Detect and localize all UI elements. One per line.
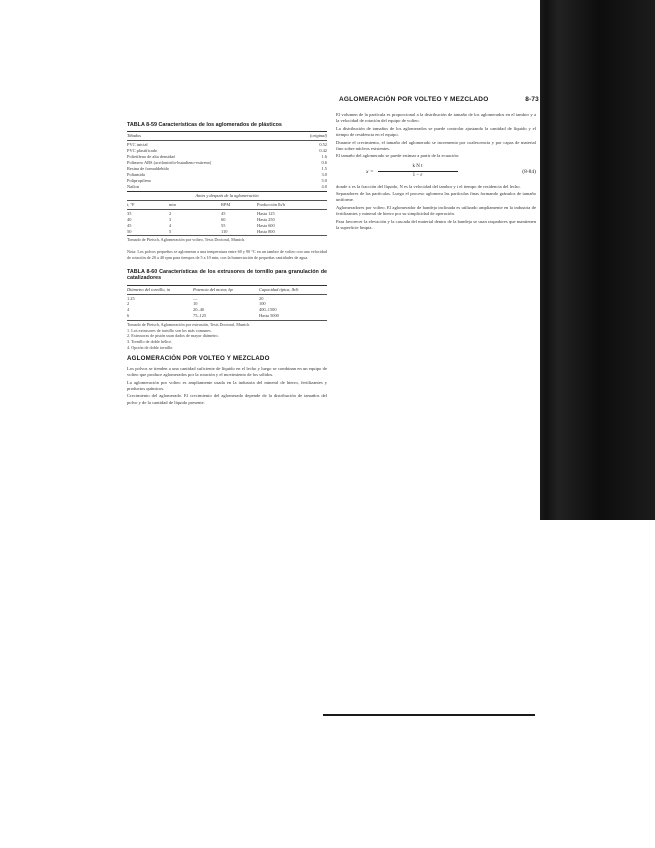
grid-cell: 35 (127, 211, 132, 217)
grid-cell: 110 (221, 228, 228, 234)
cell-label: Resina de formaldehído (127, 166, 169, 172)
cell-label: Polietileno de alta densidad (127, 154, 176, 160)
grid-header-cell: Diámetro del tornillo, in (127, 286, 171, 292)
grid-cell: Hasta 600 (257, 222, 275, 228)
bottom-rule (323, 714, 535, 716)
table-rule (127, 200, 327, 201)
grid-cell: 4 (169, 222, 172, 228)
body-paragraph: Los polvos se tienden a una cantidad suficiente de líquido en el lecho y luego se combinan en un equipo de volteo que produce aglomerados por la rotación y el movimiento de los sólidos. (127, 365, 327, 378)
grid-header-cell: Capacidad típica, lb/h (259, 286, 299, 292)
grid-cell: 50 (127, 228, 132, 234)
fraction-bar (378, 171, 458, 172)
equation-lhs: x = (366, 168, 374, 175)
table-row (127, 313, 327, 319)
grid-cell: 2 (127, 301, 130, 307)
table-row (127, 184, 327, 190)
table-59-footnote: Tomado de Pietsch, Aglomeración por volteo, Tesis Doctoral, Munich. (127, 237, 246, 243)
grid-cell: 6 (127, 312, 130, 318)
grid-cell: 400–1500 (259, 307, 277, 313)
grid-header-cell: Producción lb/h (257, 202, 285, 208)
right-column (336, 112, 536, 233)
grid-cell: 75–125 (193, 312, 207, 318)
table-rule (127, 209, 327, 210)
grid-header-cell: Potencia del motor, hp (193, 286, 233, 292)
body-paragraph: La distribución de tamaños de los aglomerados se puede controlar ajustando la cantidad de líquido y el tiempo de residencia en el equipo. (336, 125, 536, 138)
cell-value: 0.42 (319, 148, 327, 154)
body-paragraph: Crecimiento del aglomerado. El crecimiento del aglomerado depende de la distribución de tamaños del polvo y de la cantidad de líquido presente. (127, 393, 327, 405)
table-60-note: 2. Extrusoras de pistón usan dados de mayor diámetro. (127, 333, 219, 339)
cell-value: 5.0 (321, 178, 327, 184)
grid-cell: 4 (127, 307, 130, 313)
table-59-col-right: (original) (309, 133, 327, 139)
equation (366, 164, 536, 180)
table-59-col-left: Tiñados (127, 133, 141, 139)
cell-value: 3.0 (321, 172, 327, 178)
cell-value: 4.0 (321, 184, 327, 190)
grid-cell: 5 (169, 228, 172, 234)
equation-denominator: 1 − ε (412, 173, 423, 179)
grid-cell: 10 (193, 301, 198, 307)
equation-fraction (378, 164, 458, 180)
grid-cell: 55 (221, 222, 226, 228)
page-number: 8-73 (525, 96, 539, 103)
cell-label: PVC plastificado (127, 148, 158, 154)
cell-value: 0.6 (321, 160, 327, 166)
body-paragraph: El tamaño del aglomerado se puede estimar a partir de la ecuación: (336, 153, 460, 159)
cell-value: 1.5 (321, 166, 327, 172)
cell-label: Nailon (127, 184, 139, 190)
grid-cell: 20–40 (193, 307, 204, 313)
grid-cell: 40 (127, 217, 132, 222)
table-rule (127, 131, 327, 132)
body-paragraph: donde x es la fracción del líquido, N es la velocidad del tambor y t el tiempo de residencia del lecho. (336, 183, 521, 189)
grid-header-cell: RPM (221, 202, 231, 208)
table-60-note: 1. Los extrusores de tornillo son los más comunes. (127, 327, 212, 333)
equation-numerator: k N t (412, 163, 423, 169)
grid-cell: 45 (127, 222, 132, 228)
table-rule (127, 294, 327, 295)
grid-cell: Hasta 800 (257, 228, 275, 234)
grid-cell: Hasta 125 (257, 211, 275, 217)
table-59-body (127, 142, 327, 190)
table-rule (127, 320, 327, 321)
grid-cell: Hasta 5000 (259, 312, 279, 318)
cell-label: PVC inicial (127, 142, 148, 148)
body-paragraph: Separadores de las partículas. Luego el proceso aglomera las partículas finas formando gránulos de tamaño uniforme. (336, 191, 536, 203)
grid-cell: 20 (259, 295, 264, 301)
scan-dark-edge (540, 0, 655, 520)
table-rule (127, 140, 327, 141)
section-title: AGLOMERACIÓN POR VOLTEO Y MEZCLADO (127, 354, 270, 362)
grid-cell: Hasta 250 (257, 217, 275, 222)
body-paragraph: La aglomeración por volteo es ampliamente usada en la industria del mineral de hierro, fertilizantes y productos químicos. (127, 379, 327, 391)
grid-header-cell: min (169, 202, 176, 208)
table-60-grid-header (127, 287, 327, 293)
body-paragraph: Durante el crecimiento, el tamaño del aglomerado se incrementa por coalescencia y por capas de material fino sobre núcleos existentes. (336, 139, 536, 152)
cell-label: Polipropileno (127, 178, 151, 184)
table-rule (127, 235, 327, 236)
grid-cell: 45 (221, 211, 226, 217)
table-60-title: TABLA 8-60 Características de los extrusores de tornillo para granulación de catalizadores (127, 268, 327, 282)
table-60-footnote: Tomado de Pietsch, Aglomeración por extrusión, Tesis Doctoral, Munich. (127, 321, 251, 327)
grid-cell: 2 (169, 211, 172, 217)
table-60-note: 3. Tornillo de doble hélice. (127, 339, 172, 345)
cell-label: Poliamida (127, 172, 145, 178)
body-paragraph: Aglomeradores por volteo. El aglomerador de bandeja inclinada es utilizado ampliamente en la industria de fertilizantes y mineral de hierro por su simplicidad de operación. (336, 204, 536, 217)
cell-value: 1.6 (321, 154, 327, 160)
grid-cell: 60 (221, 217, 226, 222)
grid-cell: — (193, 295, 198, 301)
table-59-grid-header (127, 202, 327, 208)
running-title: AGLOMERACIÓN POR VOLTEO Y MEZCLADO (339, 96, 489, 103)
table-59-title: TABLA 8-59 Características de los aglomerados de plásticos (127, 122, 282, 128)
table-row (127, 229, 327, 235)
grid-header-cell: t, °F (127, 202, 135, 208)
grid-cell: 3 (169, 217, 172, 222)
table-rule (127, 191, 327, 192)
body-paragraph: Para favorecer la elevación y la cascada del material dentro de la bandeja se usan raspadores que mantienen la superficie limpia. (336, 218, 536, 231)
left-column (127, 120, 327, 407)
body-paragraph: El volumen de la partícula es proporcional a la distribución de tamaño de los aglomerados en el tambor y a la velocidad de rotación del equipo de volteo. (336, 112, 536, 124)
grid-cell: 1.25 (127, 295, 135, 301)
table-rule (127, 285, 327, 286)
cell-label: Polímero ABS (acrilonitrilo-butadieno-estireno) (127, 160, 212, 166)
table-59-header-row (127, 133, 327, 139)
middle-paragraph: Nota: Los polvos pequeños se aglomeran a una temperatura entre 60 y 90 °C en un tambor de volteo con una velocidad de rotación de 20 a 40 rpm para tiempos de 5 a 10 min, con la humectación de pequeñas cantidades de agua. (127, 249, 327, 260)
equation-number: (8-84) (522, 168, 536, 175)
cell-value: 0.52 (319, 142, 327, 148)
table-59-subheader: Antes y después de la aglomeración (195, 193, 259, 199)
grid-cell: 100 (259, 301, 266, 307)
table-60-note: 4. Opción de doble tornillo. (127, 344, 174, 350)
running-header (339, 96, 539, 108)
